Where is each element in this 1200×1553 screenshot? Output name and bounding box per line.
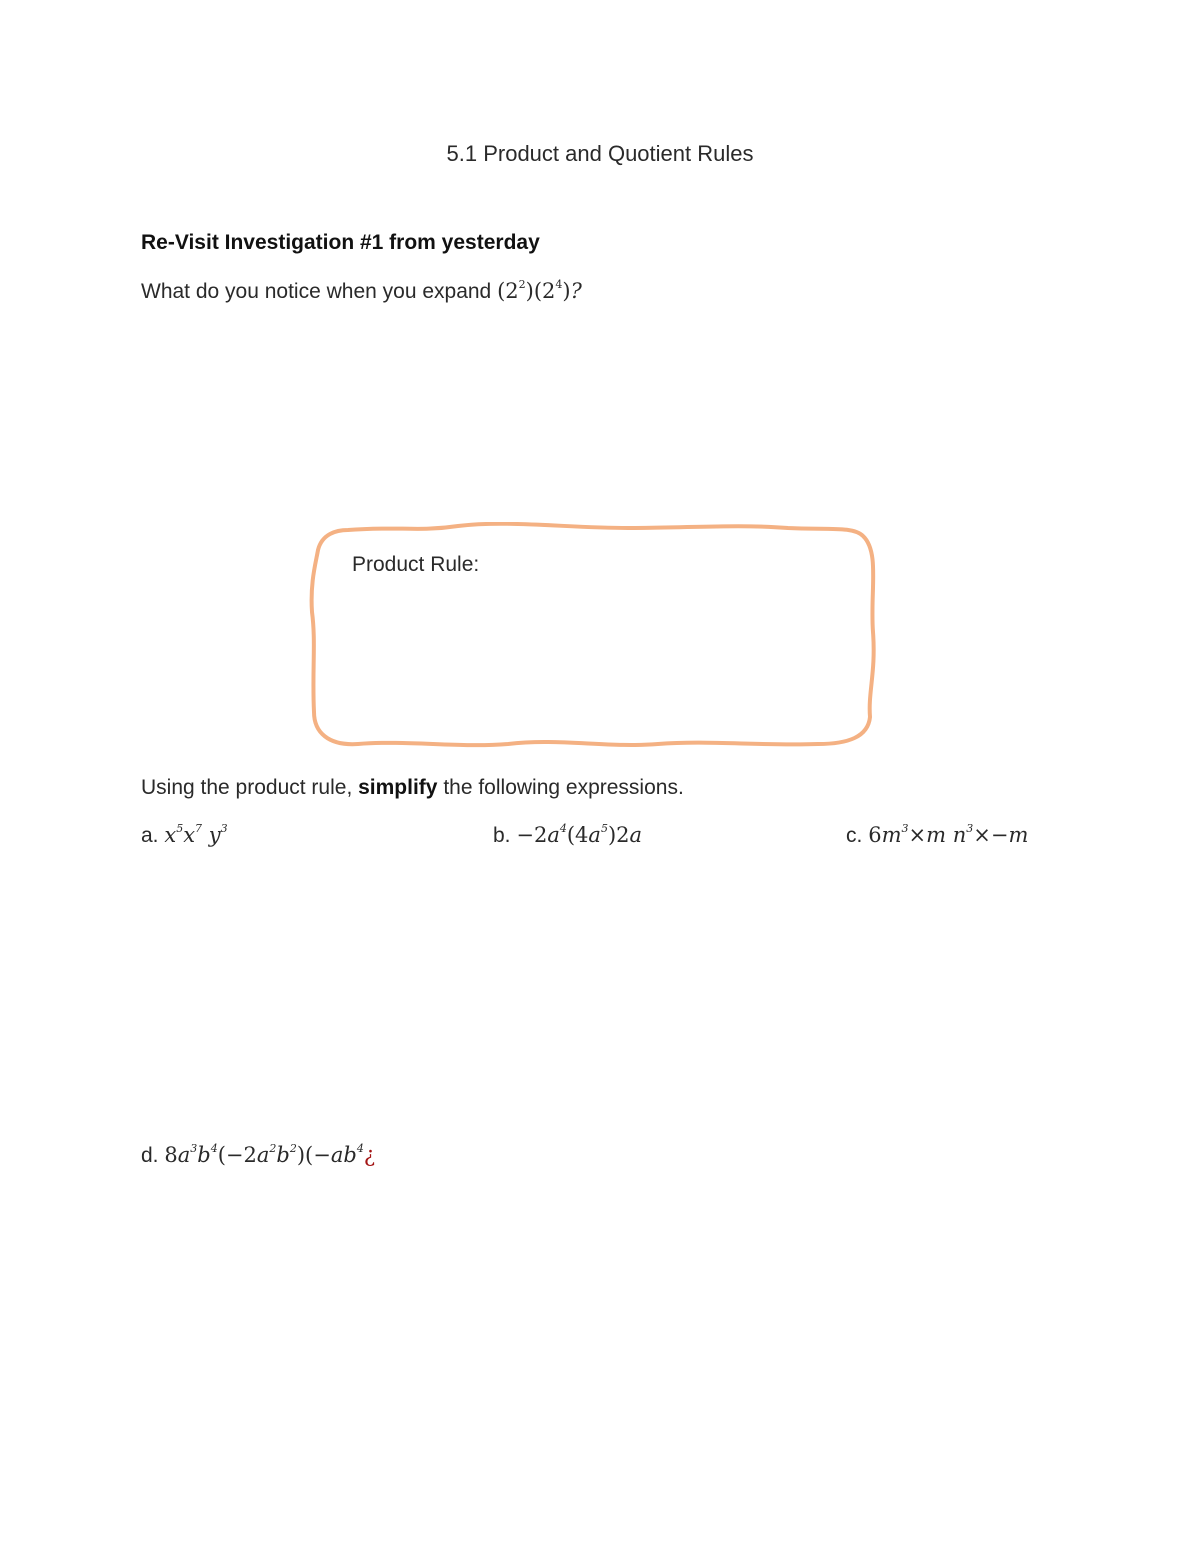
problem-label: a. (141, 824, 159, 847)
problem-label: b. (493, 824, 511, 847)
problem-d-expression: $8a^3b^4(-2a^2b^2)(-ab^4¿$ (164, 1142, 376, 1167)
problem-b (493, 823, 642, 848)
question-text: What do you notice when you expand (141, 280, 492, 303)
instruction-before: Using the product rule, (141, 776, 359, 799)
problem-a-expression: $x^5x^7$ $y^3$ (164, 822, 228, 847)
problem-d (141, 1143, 375, 1168)
question-expression: $(2^2)(2^4)$ (497, 278, 571, 303)
problem-a (141, 823, 228, 848)
question-mark: ? (570, 279, 582, 303)
instruction-text (141, 776, 684, 800)
investigation-question (141, 279, 582, 304)
problem-b-expression: $-2a^4(4a^5)2a$ (516, 822, 643, 847)
product-rule-box (308, 522, 878, 750)
instruction-after: the following expressions. (437, 776, 684, 799)
page-title: 5.1 Product and Quotient Rules (446, 141, 754, 166)
instruction-bold: simplify (358, 776, 438, 799)
problem-c-expression: $6m^3\times m$ $n^3\times-m$ (868, 822, 1029, 847)
problem-c (846, 823, 1028, 848)
problem-label: c. (846, 824, 863, 847)
section-heading: Re-Visit Investigation #1 from yesterday (141, 231, 540, 254)
product-rule-label: Product Rule: (352, 553, 480, 576)
problem-label: d. (141, 1144, 159, 1167)
inverted-question-mark: ¿ (363, 1143, 376, 1167)
